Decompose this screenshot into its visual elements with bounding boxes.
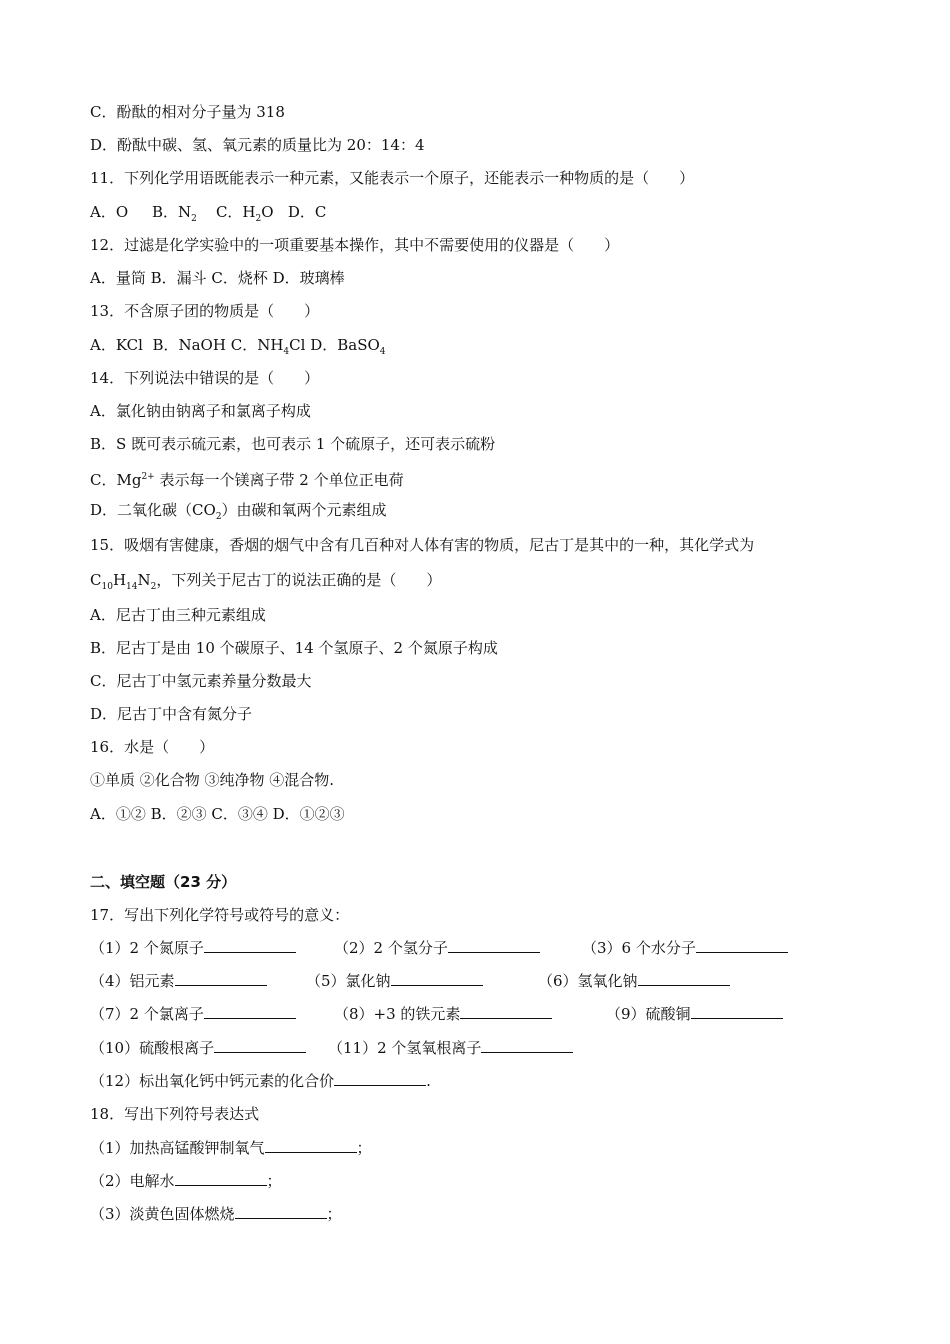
answer-blank[interactable] xyxy=(334,1071,426,1086)
q14-option-a: A．氯化钠由钠离子和氯离子构成 xyxy=(90,402,311,420)
q15-option-b: B．尼古丁是由 10 个碳原子、14 个氢原子、2 个氮原子构成 xyxy=(90,639,498,657)
answer-blank[interactable] xyxy=(175,971,267,986)
q18-stem: 18．写出下列符号表达式 xyxy=(90,1105,260,1123)
q14-option-c: C．$Mg^{2+}$ 表示每一个镁离子带 2 个单位正电荷 xyxy=(90,471,404,489)
q16-options: A．①② B．②③ C．③④ D．①②③ xyxy=(90,805,345,823)
answer-blank[interactable] xyxy=(638,971,730,986)
answer-blank[interactable] xyxy=(175,1171,267,1186)
q10-option-d: D．酚酞中碳、氢、氧元素的质量比为 20：14：4 xyxy=(90,136,425,154)
q12-stem: 12．过滤是化学实验中的一项重要基本操作，其中不需要使用的仪器是（ ） xyxy=(90,236,620,254)
q15-stem-line2: $C_{10}H_{14}N_2$，下列关于尼古丁的说法正确的是（ ） xyxy=(90,571,442,592)
answer-blank[interactable] xyxy=(204,1004,296,1019)
q13-stem: 13．不含原子团的物质是（ ） xyxy=(90,302,320,320)
q16-items: ①单质 ②化合物 ③纯净物 ④混合物. xyxy=(90,771,335,789)
q13-options: A．KCl B．NaOH C．$NH_4Cl$ D．BaSO$_4$ xyxy=(90,336,386,357)
answer-blank[interactable] xyxy=(460,1004,552,1019)
q15-option-a: A．尼古丁由三种元素组成 xyxy=(90,606,266,624)
q15-option-c: C．尼古丁中氢元素养量分数最大 xyxy=(90,672,312,690)
q11-stem: 11．下列化学用语既能表示一种元素，又能表示一个原子，还能表示一种物质的是（ ） xyxy=(90,169,695,187)
q15-stem-line1: 15．吸烟有害健康，香烟的烟气中含有几百种对人体有害的物质，尼古丁是其中的一种，其化学式为 xyxy=(90,536,755,554)
answer-blank[interactable] xyxy=(691,1004,783,1019)
q14-option-b: B．S 既可表示硫元素，也可表示 1 个硫原子，还可表示硫粉 xyxy=(90,435,496,453)
q18-item-2: （2）电解水 ； xyxy=(90,1172,282,1190)
q14-option-d: D．二氧化碳$(CO_2)$由碳和氧两个元素组成 xyxy=(90,501,387,522)
q14-stem: 14．下列说法中错误的是（ ） xyxy=(90,369,320,387)
answer-blank[interactable] xyxy=(696,938,788,953)
answer-blank[interactable] xyxy=(204,938,296,953)
answer-blank[interactable] xyxy=(391,971,483,986)
answer-blank[interactable] xyxy=(235,1204,327,1219)
document-page: C．酚酞的相对分子量为 318 D．酚酞中碳、氢、氧元素的质量比为 20：14：4 11．下列化学用语既能表示一种元素，又能表示一个原子，还能表示一种物质的是（ ） A．O B．$N_2$ C．$H_2O$ D．C 12．过滤是化学实验中的一项重要基本操作，其中不需要使用的仪器是（ ） A．量筒 B．漏斗 C．烧杯 D．玻璃棒 13．不含原子团的物质是（ ） A．KCl B．NaOH C．$NH_4Cl$ D．BaSO$_4$ 14．下列说法中错误的是（ ） A．氯化钠由钠离子和氯离子构成 B．S 既可表示硫元素，也可表示 1 个硫原子，还可表示硫粉 C．$Mg^{2+}$ 表示每一个镁离子带 2 个单位正电荷 D．二氧化碳$(CO_2)$由碳和氧两个元素组成 15．吸烟有害健康，香烟的烟气中含有几百种对人体有害的物质，尼古丁是其中的一种，其化学式为 $C_{10}H_{14}N_2$，下列关于尼古丁的说法正确的是（ ） A．尼古丁由三种元素组成 B．尼古丁是由 10 个碳原子、14 个氢原子、2 个氮原子构成 C．尼古丁中氢元素养量分数最大 D．尼古丁中含有氮分子 16．水是（ ） ①单质 ②化合物 ③纯净物 ④混合物. A．①② B．②③ C．③④ D．①②③ 二、填空题（23 分） 17．写出下列化学符号或符号的意义： （1）2 个氮原子 （2）2 个氢分子 （3）6 个水分子 （4）铝元素 （5）氯化钠 （6）氢氧化钠 （7）2 个氯离子 （8）+3 的铁元素 （9）硫酸铜 （10）硫酸根离子 （11）2 个氢氧根离子 （12）标出氧化钙中钙元素的化合价 . 18．写出下列符号表达式 （1）加热高锰酸钾制氧气 ； （2）电解水 ； （3）淡黄色固体燃烧 ； xyxy=(0,0,950,1344)
q11-options: A．O B．$N_2$ C．$H_2O$ D．C xyxy=(90,203,327,224)
q12-options: A．量筒 B．漏斗 C．烧杯 D．玻璃棒 xyxy=(90,269,345,287)
answer-blank[interactable] xyxy=(214,1038,306,1053)
answer-blank[interactable] xyxy=(481,1038,573,1053)
q18-item-3: （3）淡黄色固体燃烧 ； xyxy=(90,1205,342,1223)
section-title: 二、填空题（23 分） xyxy=(90,873,237,891)
q10-option-c: C．酚酞的相对分子量为 318 xyxy=(90,103,285,121)
q15-option-d: D．尼古丁中含有氮分子 xyxy=(90,705,253,723)
answer-blank[interactable] xyxy=(265,1138,357,1153)
q17-stem: 17．写出下列化学符号或符号的意义： xyxy=(90,906,350,924)
q16-stem: 16．水是（ ） xyxy=(90,738,215,756)
answer-blank[interactable] xyxy=(448,938,540,953)
q18-item-1: （1）加热高锰酸钾制氧气 ； xyxy=(90,1139,372,1157)
